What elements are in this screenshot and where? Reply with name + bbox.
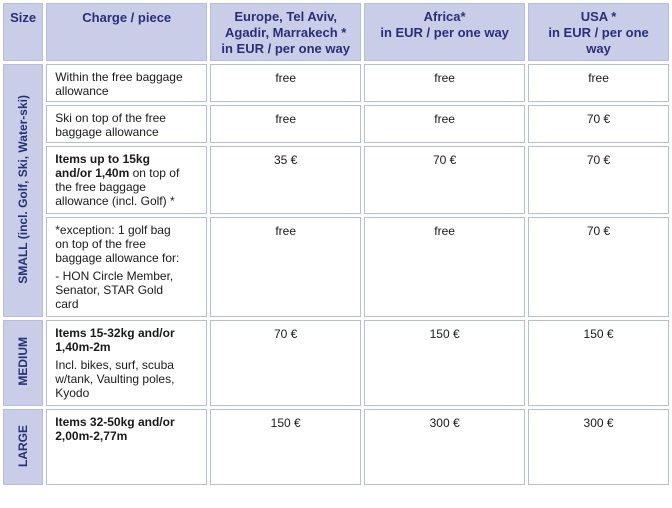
header-usa-line2: in EUR / per one bbox=[548, 25, 649, 40]
category-small bbox=[3, 64, 43, 317]
row-text: card bbox=[55, 297, 79, 311]
price-value: 150 € bbox=[270, 416, 301, 430]
header-africa-line1: Africa* bbox=[423, 9, 466, 24]
price-value: free bbox=[275, 112, 297, 126]
price-value: free bbox=[434, 112, 455, 126]
row-description bbox=[46, 105, 207, 143]
price-value: free bbox=[434, 71, 455, 85]
row-text-bold: Items up to 15kg bbox=[55, 152, 150, 166]
price-value: 70 € bbox=[586, 224, 611, 238]
row-text: the free baggage bbox=[55, 180, 146, 194]
row-text: Incl. bikes, surf, scuba bbox=[55, 358, 174, 372]
price-usa bbox=[528, 64, 669, 102]
row-text: - HON Circle Member, bbox=[55, 269, 174, 283]
price-value: free bbox=[588, 71, 609, 85]
header-africa bbox=[364, 3, 525, 61]
price-value: 300 € bbox=[429, 416, 460, 430]
price-usa bbox=[528, 320, 669, 406]
table-row bbox=[3, 409, 669, 485]
price-africa bbox=[364, 320, 525, 406]
header-africa-line2: in EUR / per one way bbox=[380, 25, 509, 40]
row-text-bold: Items 32-50kg and/or bbox=[55, 415, 175, 429]
header-charge bbox=[46, 3, 207, 61]
header-europe-line1: Europe, Tel Aviv, bbox=[234, 9, 337, 24]
price-value: 70 € bbox=[432, 153, 457, 167]
header-row bbox=[3, 3, 669, 61]
row-description bbox=[46, 146, 207, 214]
row-text-bold: and/or 1,40m bbox=[55, 166, 130, 180]
table-row bbox=[3, 105, 669, 143]
category-large-label: LARGE bbox=[16, 424, 31, 467]
row-text-bold: 1,40m-2m bbox=[55, 340, 111, 354]
price-africa bbox=[364, 409, 525, 485]
price-usa bbox=[528, 409, 669, 485]
price-value: 150 € bbox=[429, 327, 460, 341]
header-charge-text: Charge / piece bbox=[82, 10, 172, 25]
price-value: 70 € bbox=[586, 153, 611, 167]
row-text-mixed bbox=[55, 166, 198, 180]
price-usa bbox=[528, 217, 669, 317]
row-text: baggage allowance bbox=[55, 125, 159, 139]
header-europe-line2: Agadir, Marrakech * bbox=[224, 25, 347, 40]
header-europe bbox=[210, 3, 361, 61]
price-usa bbox=[528, 105, 669, 143]
row-text: baggage allowance for: bbox=[55, 251, 180, 265]
category-medium bbox=[3, 320, 43, 406]
row-description bbox=[46, 409, 207, 485]
row-text: Kyodo bbox=[55, 386, 90, 400]
price-value: free bbox=[275, 71, 297, 85]
price-value: free bbox=[434, 224, 455, 238]
header-size-text: Size bbox=[10, 10, 37, 25]
table-row bbox=[3, 320, 669, 406]
price-value: 70 € bbox=[586, 112, 611, 126]
price-value: 150 € bbox=[583, 327, 614, 341]
row-text: w/tank, Vaulting poles, bbox=[55, 372, 175, 386]
table-row bbox=[3, 64, 669, 102]
price-value: 35 € bbox=[274, 153, 298, 167]
table-row bbox=[3, 146, 669, 214]
price-europe bbox=[210, 105, 361, 143]
row-text-bold: 2,00m-2,77m bbox=[55, 429, 128, 443]
header-size bbox=[3, 3, 43, 61]
row-text: *exception: 1 golf bag bbox=[55, 223, 171, 237]
header-europe-line3: in EUR / per one way bbox=[221, 41, 350, 56]
price-europe bbox=[210, 320, 361, 406]
price-africa bbox=[364, 217, 525, 317]
row-text: Senator, STAR Gold bbox=[55, 283, 164, 297]
price-africa bbox=[364, 146, 525, 214]
price-europe bbox=[210, 409, 361, 485]
row-description bbox=[46, 320, 207, 406]
header-usa-line1: USA * bbox=[580, 9, 617, 24]
price-europe bbox=[210, 217, 361, 317]
price-value: free bbox=[275, 224, 297, 238]
price-value: 300 € bbox=[583, 416, 614, 430]
table-row bbox=[3, 217, 669, 317]
header-usa bbox=[528, 3, 669, 61]
price-europe bbox=[210, 64, 361, 102]
row-text: Ski on top of the free bbox=[55, 111, 166, 125]
row-text: allowance (incl. Golf) * bbox=[55, 194, 175, 208]
price-value: 70 € bbox=[274, 327, 298, 341]
price-europe bbox=[210, 146, 361, 214]
price-africa bbox=[364, 105, 525, 143]
row-description bbox=[46, 217, 207, 317]
price-africa bbox=[364, 64, 525, 102]
category-large bbox=[3, 409, 43, 485]
row-text-bold: Items 15-32kg and/or bbox=[55, 326, 175, 340]
row-description bbox=[46, 64, 207, 102]
row-text: Within the free baggage bbox=[55, 70, 183, 84]
category-medium-label: MEDIUM bbox=[16, 337, 31, 386]
price-usa bbox=[528, 146, 669, 214]
category-small-label: SMALL (incl. Golf, Ski, Water-ski) bbox=[16, 94, 31, 284]
header-usa-line3: way bbox=[586, 41, 611, 56]
row-text: on top of bbox=[129, 166, 180, 180]
row-text: on top of the free bbox=[55, 237, 146, 251]
row-text: allowance bbox=[55, 84, 109, 98]
